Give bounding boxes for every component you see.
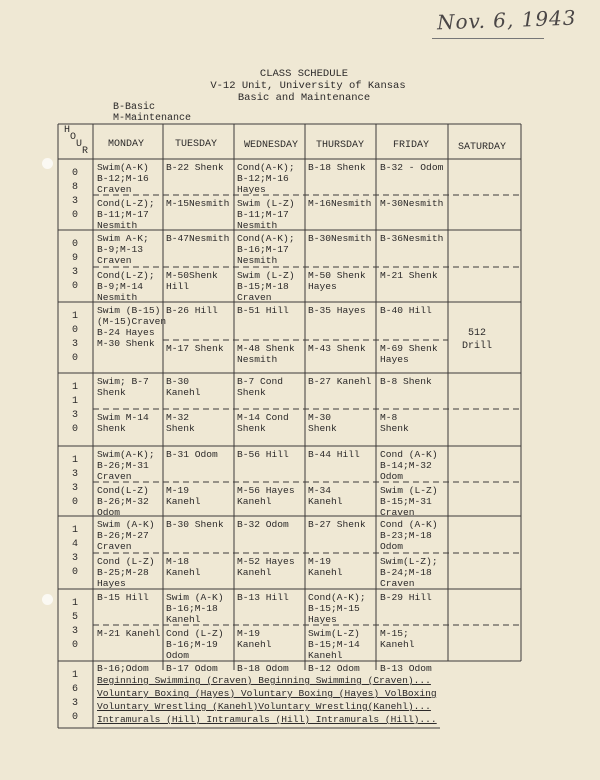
class-entry: M-15; <box>380 628 409 639</box>
class-entry: M-21 Kanehl <box>97 628 161 639</box>
hour-header-letter: U <box>75 139 82 150</box>
class-entry: Swim (L-Z) <box>237 270 295 281</box>
class-entry: B-16;M-17 <box>237 244 289 255</box>
class-entry: Kanehl <box>308 650 343 661</box>
activity-line: Voluntary Boxing (Hayes) Voluntary Boxing (Hayes) VolBoxing <box>97 688 437 699</box>
saturday-drill: Drill <box>462 341 493 352</box>
class-entry: Odom <box>97 507 121 518</box>
hour-digit: 1 <box>71 525 78 536</box>
class-entry: Cond (L-Z) <box>97 556 155 567</box>
class-entry: B-12 Odom <box>308 663 360 674</box>
hour-digit: 0 <box>71 239 78 250</box>
hour-digit: 1 <box>71 382 78 393</box>
page-subtitle: V-12 Unit, University of Kansas <box>210 80 406 92</box>
class-entry: B-15;M-14 <box>308 639 360 650</box>
page-subtitle-2: Basic and Maintenance <box>237 92 371 104</box>
class-entry: Hayes <box>380 354 409 365</box>
class-entry: M-34 <box>308 485 332 496</box>
class-entry: B-25;M-28 <box>97 567 149 578</box>
hour-digit: 0 <box>71 281 78 292</box>
class-entry: B-9;M-14 <box>97 281 144 292</box>
class-entry: B-13 Hill <box>237 592 289 603</box>
class-entry: Nesmith <box>237 255 278 266</box>
class-entry: B-30 <box>166 376 190 387</box>
class-entry: Shenk <box>380 423 409 434</box>
class-entry: Odom <box>380 471 404 482</box>
hour-digit: 3 <box>71 698 78 709</box>
class-entry: Hayes <box>308 614 337 625</box>
handwritten-date: Nov. 6, 1943 <box>436 5 577 35</box>
class-entry: M-19 <box>237 628 261 639</box>
class-entry: B-13 Odom <box>380 663 432 674</box>
class-entry: B-17 Odom <box>166 663 218 674</box>
class-entry: Cond(A-K); <box>237 233 295 244</box>
class-entry: B-16;M-18 <box>166 603 218 614</box>
class-entry: Cond (L-Z) <box>166 628 224 639</box>
class-entry: Craven <box>380 507 415 518</box>
class-entry: M-50Shenk <box>166 270 218 281</box>
class-entry: Hill <box>166 281 190 292</box>
day-header-friday: FRIDAY <box>393 140 430 151</box>
hour-header-letter: H <box>63 125 70 136</box>
class-entry: B-26;M-27 <box>97 530 149 541</box>
class-entry: B-24 Hayes <box>97 327 155 338</box>
class-entry: Kanehl <box>237 496 272 507</box>
hour-digit: 1 <box>71 598 78 609</box>
class-entry: B-56 Hill <box>237 449 289 460</box>
class-entry: M-30 Shenk <box>97 338 155 349</box>
class-entry: Shenk <box>308 423 337 434</box>
class-entry: B-35 Hayes <box>308 305 366 316</box>
day-header-tuesday: TUESDAY <box>175 139 218 150</box>
hour-digit: 6 <box>71 684 78 695</box>
class-entry: M-17 Shenk <box>166 343 224 354</box>
hour-digit: 3 <box>71 553 78 564</box>
class-entry: M-30 <box>308 412 332 423</box>
class-entry: Craven <box>97 184 132 195</box>
class-entry: Swim(A-K); <box>97 449 155 460</box>
class-entry: Nesmith <box>237 354 278 365</box>
class-entry: Swim (A-K) <box>97 519 155 530</box>
hour-digit: 9 <box>71 253 78 264</box>
page-title: CLASS SCHEDULE <box>259 68 349 80</box>
class-entry: M-15Nesmith <box>166 198 230 209</box>
class-entry: B-15 Hill <box>97 592 149 603</box>
class-entry: Odom <box>166 650 190 661</box>
class-entry: Kanehl <box>166 387 201 398</box>
class-entry: Nesmith <box>97 220 138 231</box>
hour-digit: 5 <box>71 612 78 623</box>
class-entry: Hayes <box>237 184 266 195</box>
hour-digit: 1 <box>71 396 78 407</box>
hour-digit: 0 <box>71 497 78 508</box>
class-entry: B-24;M-18 <box>380 567 432 578</box>
class-entry: B-22 Shenk <box>166 162 224 173</box>
class-entry: M-69 Shenk <box>380 343 438 354</box>
class-entry: Odom <box>380 541 404 552</box>
class-entry: M-14 Cond <box>237 412 289 423</box>
class-entry: B-18 Shenk <box>308 162 366 173</box>
class-entry: B-36Nesmith <box>380 233 444 244</box>
hour-digit: 0 <box>71 168 78 179</box>
class-entry: Swim(L-Z); <box>380 556 438 567</box>
class-entry: Kanehl <box>237 639 272 650</box>
hour-digit: 3 <box>71 483 78 494</box>
hour-digit: 0 <box>71 712 78 723</box>
hour-digit: 0 <box>71 424 78 435</box>
class-entry: Craven <box>380 578 415 589</box>
class-entry: M-43 Shenk <box>308 343 366 354</box>
class-entry: Craven <box>97 255 132 266</box>
class-entry: B-26;M-31 <box>97 460 149 471</box>
class-entry: B-15;M-31 <box>380 496 432 507</box>
class-entry: Kanehl <box>237 567 272 578</box>
hour-digit: 0 <box>71 210 78 221</box>
class-entry: M-56 Hayes <box>237 485 295 496</box>
class-entry: B-15;M-18 <box>237 281 289 292</box>
class-entry: M-52 Hayes <box>237 556 295 567</box>
class-entry: B-9;M-13 <box>97 244 144 255</box>
class-entry: Swim (L-Z) <box>237 198 295 209</box>
class-entry: Cond(A-K); <box>237 162 295 173</box>
class-entry: M-50 Shenk <box>308 270 366 281</box>
class-entry: B-27 Kanehl <box>308 376 372 387</box>
class-entry: M-48 Shenk <box>237 343 295 354</box>
class-entry: B-29 Hill <box>380 592 432 603</box>
class-entry: Nesmith <box>97 292 138 303</box>
hour-digit: 1 <box>71 311 78 322</box>
class-entry: Swim; B-7 <box>97 376 149 387</box>
day-header-thursday: THURSDAY <box>316 140 365 151</box>
day-header-wednesday: WEDNESDAY <box>244 140 299 151</box>
class-entry: Cond(L-Z); <box>97 270 155 281</box>
hour-digit: 3 <box>71 267 78 278</box>
class-entry: B-14;M-32 <box>380 460 432 471</box>
class-entry: Swim(L-Z) <box>308 628 360 639</box>
hour-digit: 3 <box>71 339 78 350</box>
hour-digit: 0 <box>71 640 78 651</box>
hour-digit: 0 <box>71 325 78 336</box>
class-entry: Hayes <box>97 578 126 589</box>
class-entry: B-30Nesmith <box>308 233 372 244</box>
hour-digit: 3 <box>71 410 78 421</box>
class-entry: Craven <box>237 292 272 303</box>
activity-line: Voluntary Wrestling (Kanehl)Voluntary Wrestling(Kanehl)... <box>97 701 431 712</box>
hour-header-letter: O <box>69 132 76 143</box>
class-entry: B-11;M-17 <box>97 209 149 220</box>
class-entry: M-19 <box>166 485 190 496</box>
class-entry: Cond (A-K) <box>380 449 438 460</box>
class-entry: M-19 <box>308 556 332 567</box>
class-entry: B-32 Odom <box>237 519 289 530</box>
class-entry: M-8 <box>380 412 398 423</box>
class-entry: B-16;M-19 <box>166 639 218 650</box>
class-entry: M-30Nesmith <box>380 198 444 209</box>
class-entry: B-23;M-18 <box>380 530 432 541</box>
class-entry: Shenk <box>97 423 126 434</box>
class-entry: B-27 Shenk <box>308 519 366 530</box>
class-entry: Cond(L-Z); <box>97 198 155 209</box>
class-entry: M-21 Shenk <box>380 270 438 281</box>
class-entry: B-32 - Odom <box>380 162 444 173</box>
class-entry: Shenk <box>237 387 266 398</box>
legend-maintenance: M-Maintenance <box>113 113 192 124</box>
class-entry: B-18 Odom <box>237 663 289 674</box>
class-entry: Swim (B-15) <box>97 305 161 316</box>
hour-digit: 3 <box>71 469 78 480</box>
class-entry: B-12;M-16 <box>97 173 149 184</box>
class-entry: Kanehl <box>166 614 201 625</box>
class-entry: B-11;M-17 <box>237 209 289 220</box>
class-entry: B-51 Hill <box>237 305 289 316</box>
class-entry: Swim (L-Z) <box>380 485 438 496</box>
activity-line: Beginning Swimming (Craven) Beginning Swimming (Craven)... <box>97 675 431 686</box>
class-entry: B-47Nesmith <box>166 233 230 244</box>
class-entry: M-32 <box>166 412 190 423</box>
day-header-saturday: SATURDAY <box>458 142 507 153</box>
class-entry: B-26 Hill <box>166 305 218 316</box>
class-entry: Cond(L-Z) <box>97 485 149 496</box>
hour-digit: 3 <box>71 626 78 637</box>
class-entry: Swim (A-K) <box>166 592 224 603</box>
class-entry: Swim(A-K) <box>97 162 149 173</box>
day-header-monday: MONDAY <box>108 139 145 150</box>
class-entry: Nesmith <box>237 220 278 231</box>
hour-digit: 0 <box>71 567 78 578</box>
class-entry: Craven <box>97 541 132 552</box>
class-entry: B-7 Cond <box>237 376 284 387</box>
class-entry: Kanehl <box>308 567 343 578</box>
hour-digit: 4 <box>71 539 78 550</box>
class-entry: Swim M-14 <box>97 412 149 423</box>
class-entry: M-18 <box>166 556 190 567</box>
class-entry: Swim A-K; <box>97 233 149 244</box>
hour-header-letter: R <box>81 146 88 157</box>
class-entry: B-26;M-32 <box>97 496 149 507</box>
class-entry: Shenk <box>237 423 266 434</box>
class-entry: Kanehl <box>380 639 415 650</box>
hour-digit: 0 <box>71 353 78 364</box>
class-entry: Shenk <box>166 423 195 434</box>
class-entry: (M-15)Craven <box>97 316 167 327</box>
class-entry: Craven <box>97 471 132 482</box>
saturday-drill: 512 <box>468 328 487 339</box>
class-entry: Hayes <box>308 281 337 292</box>
hour-digit: 3 <box>71 196 78 207</box>
hour-digit: 1 <box>71 670 78 681</box>
class-entry: B-40 Hill <box>380 305 432 316</box>
class-entry: Cond(A-K); <box>308 592 366 603</box>
legend-basic: B-Basic <box>113 102 156 113</box>
class-entry: B-8 Shenk <box>380 376 432 387</box>
class-entry: Kanehl <box>308 496 343 507</box>
activity-line: Intramurals (Hill) Intramurals (Hill) Intramurals (Hill)... <box>97 714 437 725</box>
class-entry: B-44 Hill <box>308 449 360 460</box>
class-entry: B-12;M-16 <box>237 173 289 184</box>
class-entry: Kanehl <box>166 496 201 507</box>
class-entry: M-16Nesmith <box>308 198 372 209</box>
class-entry: B-15;M-15 <box>308 603 360 614</box>
class-entry: Kanehl <box>166 567 201 578</box>
class-entry: Cond (A-K) <box>380 519 438 530</box>
class-entry: B-16;Odom <box>97 663 149 674</box>
hour-digit: 8 <box>71 182 78 193</box>
hour-digit: 1 <box>71 455 78 466</box>
class-entry: B-31 Odom <box>166 449 218 460</box>
class-entry: B-30 Shenk <box>166 519 224 530</box>
class-entry: Shenk <box>97 387 126 398</box>
